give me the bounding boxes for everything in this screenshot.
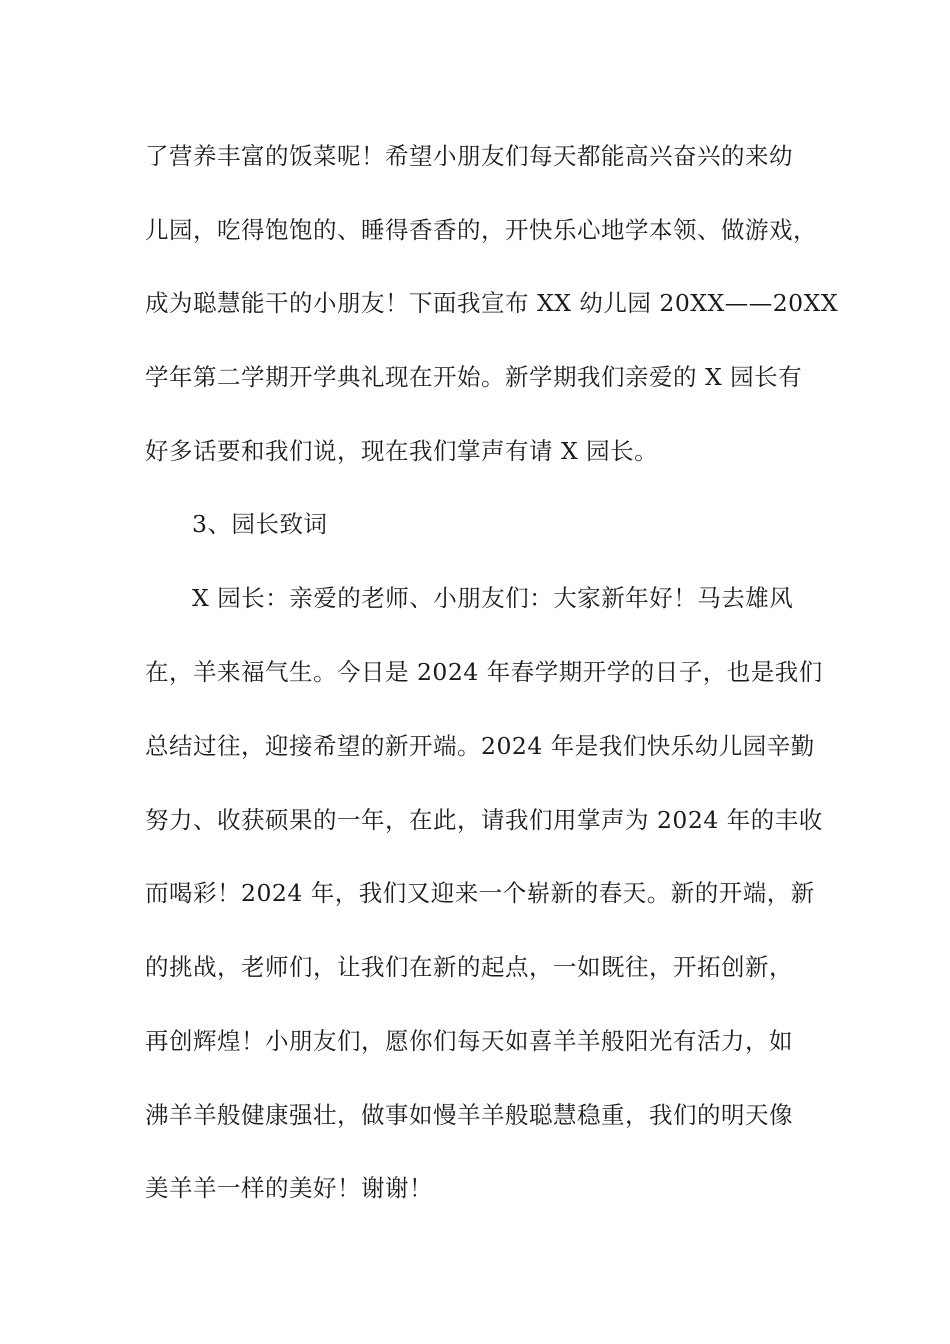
body-text-line: 了营养丰富的饭菜呢！希望小朋友们每天都能高兴奋兴的来幼 <box>145 142 793 170</box>
body-text-line: 好多话要和我们说，现在我们掌声有请 X 园长。 <box>145 437 659 465</box>
section-heading: 3、园长致词 <box>192 510 328 538</box>
body-text-line: 儿园，吃得饱饱的、睡得香香的，开快乐心地学本领、做游戏， <box>145 216 817 244</box>
body-text-line: 而喝彩！2024 年，我们又迎来一个崭新的春天。新的开端，新 <box>145 879 815 907</box>
body-text-line: X 园长：亲爱的老师、小朋友们：大家新年好！马去雄风 <box>192 584 794 612</box>
body-text-line: 沸羊羊般健康强壮，做事如慢羊羊般聪慧稳重，我们的明天像 <box>145 1101 793 1129</box>
body-text-line: 成为聪慧能干的小朋友！下面我宣布 XX 幼儿园 20XX——20XX <box>145 289 839 317</box>
body-text-line: 学年第二学期开学典礼现在开始。新学期我们亲爱的 X 园长有 <box>145 363 803 391</box>
body-text-line: 总结过往，迎接希望的新开端。2024 年是我们快乐幼儿园辛勤 <box>145 732 815 760</box>
body-text-line: 再创辉煌！小朋友们，愿你们每天如喜羊羊般阳光有活力，如 <box>145 1027 793 1055</box>
body-text-line: 努力、收获硕果的一年，在此，请我们用掌声为 2024 年的丰收 <box>145 806 823 834</box>
body-text-line: 的挑战，老师们，让我们在新的起点，一如既往，开拓创新， <box>145 953 793 981</box>
body-text-line: 在，羊来福气生。今日是 2024 年春学期开学的日子，也是我们 <box>145 658 823 686</box>
body-text-line: 美羊羊一样的美好！谢谢！ <box>145 1174 433 1202</box>
